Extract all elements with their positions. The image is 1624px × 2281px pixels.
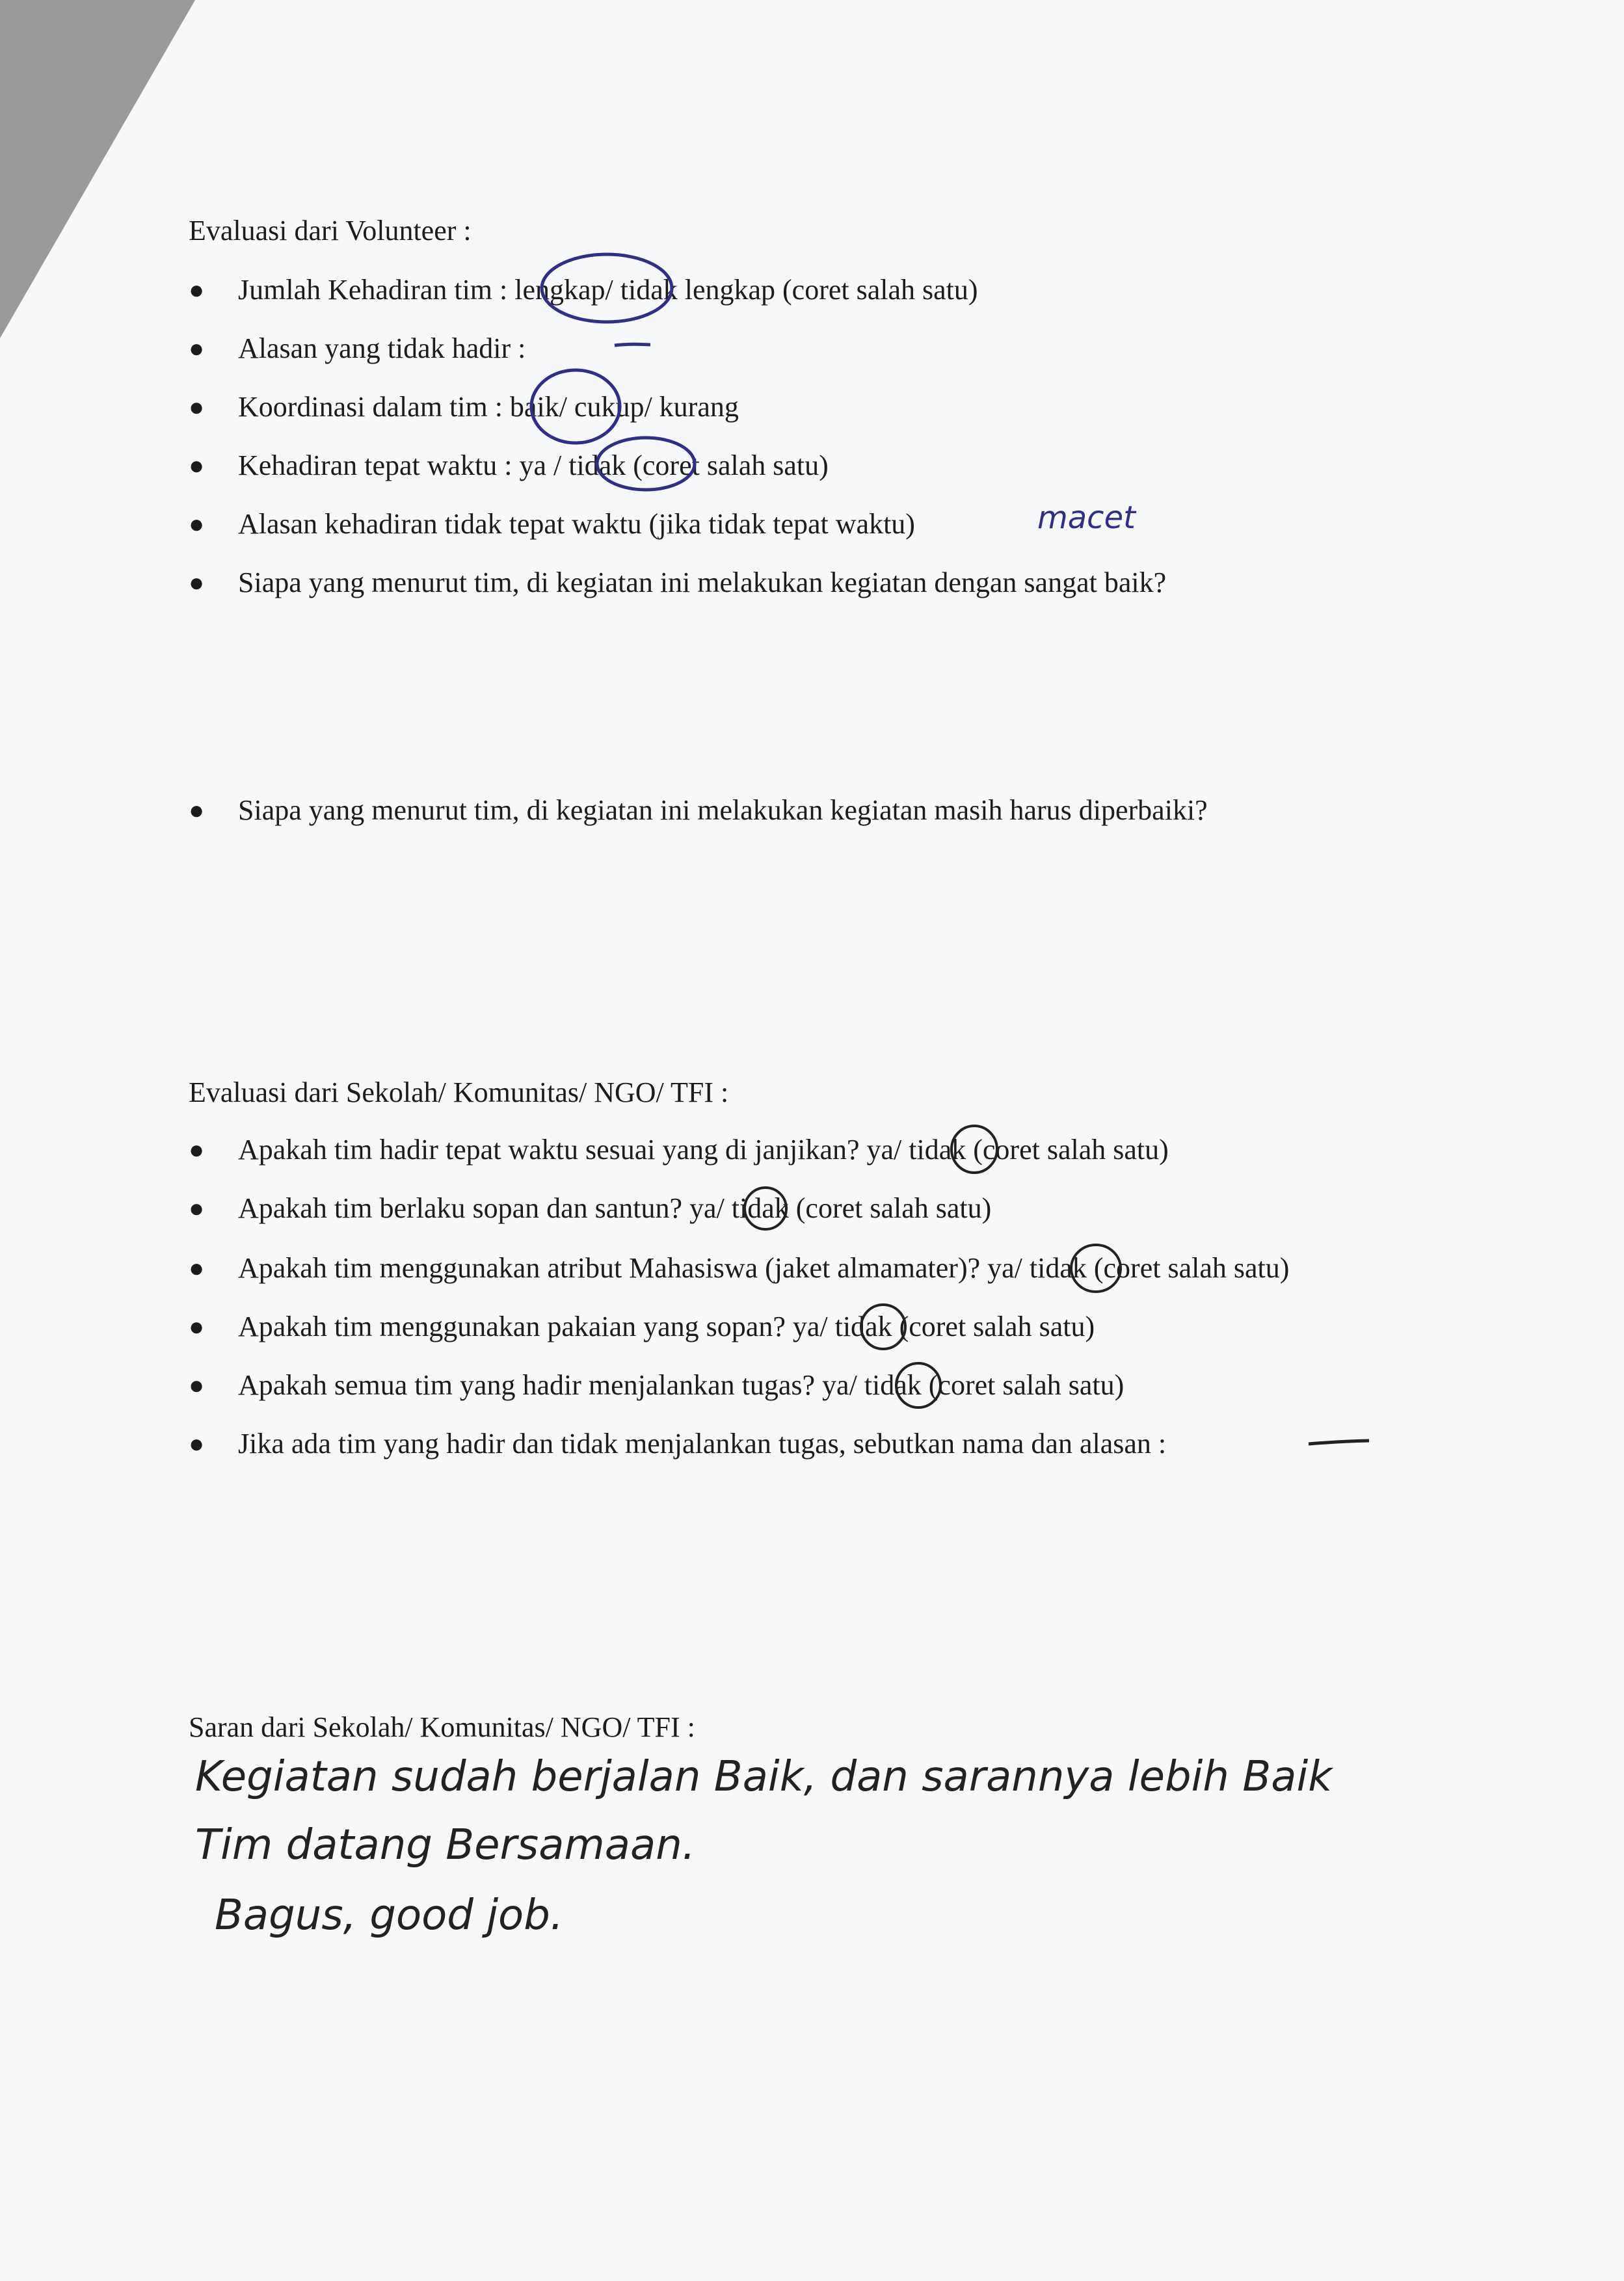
bullet-icon: ● [189, 1253, 205, 1283]
bullet-icon: ● [189, 568, 205, 597]
folded-page-corner [0, 0, 195, 338]
handwritten-late-reason: macet [1037, 500, 1136, 536]
volunteer-item-absence-reason: Alasan yang tidak hadir : [238, 332, 526, 364]
bullet-icon: ● [189, 334, 205, 363]
bullet-icon: ● [189, 451, 205, 480]
school-item-attire: Apakah tim menggunakan pakaian yang sopan? ya/ tidak (coret salah satu) [238, 1311, 1095, 1342]
volunteer-item-punctuality: Kehadiran tepat waktu : ya / tidak (coret salah satu) [238, 449, 829, 481]
school-heading: Evaluasi dari Sekolah/ Komunitas/ NGO/ TFI : [189, 1076, 729, 1108]
bullet-icon: ● [189, 1429, 205, 1458]
handwritten-suggestion-line-2: Tim datang Bersamaan. [195, 1821, 696, 1869]
volunteer-item-attendance: Jumlah Kehadiran tim : lengkap/ tidak lengkap (coret salah satu) [238, 274, 978, 306]
bullet-icon: ● [189, 1194, 205, 1223]
dash-mark-names [1309, 1441, 1369, 1444]
handwritten-suggestion-line-3: Bagus, good job. [215, 1891, 564, 1940]
school-item-polite: Apakah tim berlaku sopan dan santun? ya/ tidak (coret salah satu) [238, 1192, 992, 1224]
bullet-icon: ● [189, 795, 205, 825]
bullet-icon: ● [189, 1312, 205, 1341]
bullet-icon: ● [189, 275, 205, 304]
bullet-icon: ● [189, 1370, 205, 1400]
bullet-icon: ● [189, 509, 205, 539]
school-item-duties: Apakah semua tim yang hadir menjalankan tugas? ya/ tidak (coret salah satu) [238, 1369, 1125, 1401]
volunteer-item-late-reason: Alasan kehadiran tidak tepat waktu (jika tidak tepat waktu) [238, 508, 915, 540]
suggestion-heading: Saran dari Sekolah/ Komunitas/ NGO/ TFI : [189, 1711, 695, 1743]
volunteer-item-best-performer: Siapa yang menurut tim, di kegiatan ini melakukan kegiatan dengan sangat baik? [238, 567, 1167, 598]
volunteer-item-coordination: Koordinasi dalam tim : baik/ cukup/ kurang [238, 391, 739, 423]
school-item-attribute: Apakah tim menggunakan atribut Mahasiswa (jaket almamater)? ya/ tidak (coret salah satu) [238, 1252, 1290, 1284]
bullet-icon: ● [189, 1135, 205, 1164]
bullet-icon: ● [189, 392, 205, 421]
dash-mark-absence [615, 344, 650, 345]
school-item-on-time: Apakah tim hadir tepat waktu sesuai yang di janjikan? ya/ tidak (coret salah satu) [238, 1134, 1169, 1166]
school-item-names-reasons: Jika ada tim yang hadir dan tidak menjalankan tugas, sebutkan nama dan alasan : [238, 1428, 1167, 1460]
volunteer-item-needs-improvement: Siapa yang menurut tim, di kegiatan ini melakukan kegiatan masih harus diperbaiki? [238, 794, 1208, 826]
handwritten-suggestion-line-1: Kegiatan sudah berjalan Baik, dan sarannya lebih Baik [195, 1753, 1333, 1801]
volunteer-heading: Evaluasi dari Volunteer : [189, 215, 472, 247]
